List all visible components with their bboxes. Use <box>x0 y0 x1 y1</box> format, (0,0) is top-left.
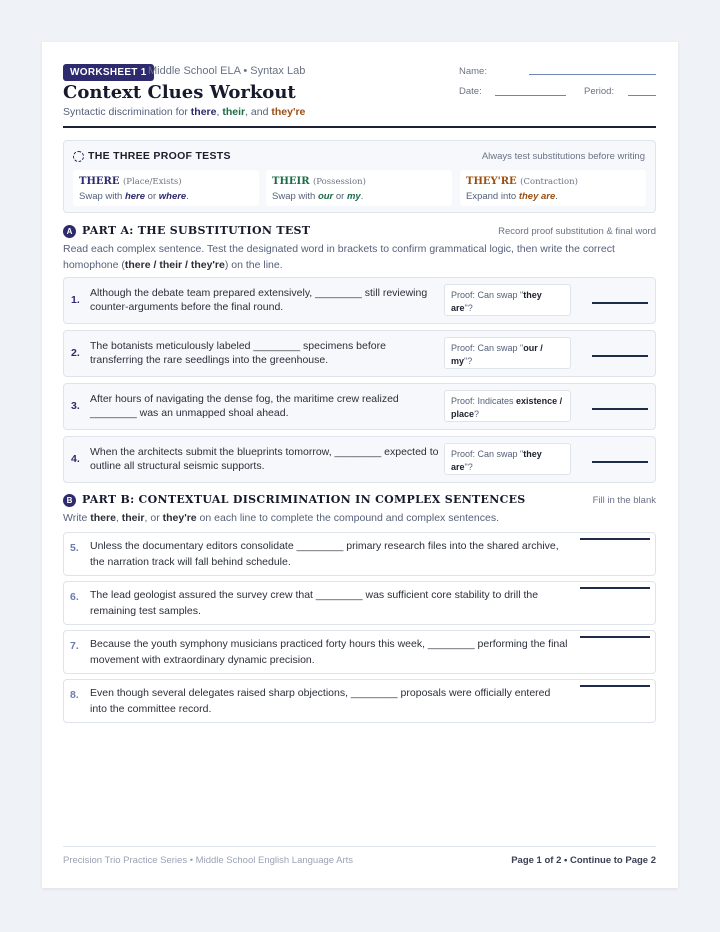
item-number: 7. <box>70 640 79 652</box>
proof-card-their: THEIR (Possession) Swap with our or my. <box>266 170 452 206</box>
item-text: When the architects submit the blueprints tomorrow, ________ expected to outline all structural seismic supports. <box>90 446 439 472</box>
answer-line[interactable] <box>580 636 650 638</box>
part-b-header <box>63 493 656 509</box>
item-text: The botanists meticulously labeled ________ specimens before transferring the rare seedlings into the greenhouse. <box>90 340 386 366</box>
proof-hint: Proof: Can swap "our / my"? <box>444 337 571 369</box>
part-a-item <box>63 277 656 324</box>
proof-hint: Proof: Can swap "they are"? <box>444 443 571 475</box>
part-b-title: PART B: CONTEXTUAL DISCRIMINATION IN COMPLEX SENTENCES <box>82 493 526 506</box>
part-a-item <box>63 383 656 430</box>
footer-divider <box>63 846 656 847</box>
name-label: Name: <box>459 66 487 77</box>
item-number: 8. <box>70 689 79 701</box>
item-number: 5. <box>70 542 79 554</box>
part-a-badge: A <box>63 225 76 238</box>
item-text: Even though several delegates raised sharp objections, ________ proposals were officially entered into the committee record. <box>90 687 551 715</box>
answer-line[interactable] <box>592 355 648 357</box>
page-subtitle: Syntactic discrimination for there, their, and they're <box>63 106 306 118</box>
proof-hint: Proof: Indicates existence / place? <box>444 390 571 422</box>
header-divider <box>63 126 656 128</box>
period-field[interactable] <box>628 95 656 96</box>
part-b-instructions: Write there, their, or they're on each line to complete the compound and complex sentences. <box>63 512 499 524</box>
part-b-item <box>63 679 656 723</box>
part-a-instructions: Read each complex sentence. Test the designated word in brackets to confirm grammatical logic, then write the correct homophone (there / their / they're) on the line. <box>63 243 615 271</box>
target-icon <box>73 151 84 162</box>
footer-series: Precision Trio Practice Series • Middle School English Language Arts <box>63 855 354 866</box>
date-field[interactable] <box>495 95 566 96</box>
item-number: 3. <box>71 400 80 412</box>
item-number: 6. <box>70 591 79 603</box>
period-label: Period: <box>584 86 615 97</box>
part-a-title: PART A: THE SUBSTITUTION TEST <box>82 224 311 237</box>
proof-tests-note: Always test substitutions before writing <box>481 151 645 162</box>
part-b-item <box>63 581 656 625</box>
worksheet-badge: WORKSHEET 1 <box>63 64 154 81</box>
item-number: 1. <box>71 294 80 306</box>
page-title: Context Clues Workout <box>63 82 296 103</box>
answer-line[interactable] <box>592 302 648 304</box>
name-field[interactable] <box>529 74 656 75</box>
part-b-item <box>63 630 656 674</box>
item-number: 4. <box>71 453 80 465</box>
part-a-item <box>63 436 656 483</box>
proof-card-theyre: THEY'RE (Contraction) Expand into they are. <box>460 170 646 206</box>
item-text: The lead geologist assured the survey crew that ________ was sufficient core stability to drill the remaining test samples. <box>90 589 539 617</box>
part-a-note: Record proof substitution & final word <box>498 226 656 237</box>
part-a-item <box>63 330 656 377</box>
item-text: After hours of navigating the dense fog, the maritime crew realized ________ was an unmapped shoal ahead. <box>90 393 399 419</box>
proof-tests-box <box>63 140 656 213</box>
item-text: Unless the documentary editors consolidate ________ primary research files into the shared archive, the narration track will fall behind schedule. <box>90 540 559 568</box>
item-text: Because the youth symphony musicians practiced forty hours this week, ________ performing the final movement with extraordinary dynamic precision. <box>90 638 568 666</box>
answer-line[interactable] <box>592 408 648 410</box>
proof-card-there: THERE (Place/Exists) Swap with here or where. <box>73 170 259 206</box>
item-text: Although the debate team prepared extensively, ________ still reviewing counter-arguments before the final round. <box>90 287 428 313</box>
date-label: Date: <box>459 86 482 97</box>
part-a-header <box>63 224 656 240</box>
part-b-item <box>63 532 656 576</box>
footer-pagination: Page 1 of 2 • Continue to Page 2 <box>511 855 656 866</box>
answer-line[interactable] <box>580 587 650 589</box>
part-b-badge: B <box>63 494 76 507</box>
part-b-note: Fill in the blank <box>592 495 656 506</box>
answer-line[interactable] <box>580 685 650 687</box>
proof-hint: Proof: Can swap "they are"? <box>444 284 571 316</box>
answer-line[interactable] <box>580 538 650 540</box>
answer-line[interactable] <box>592 461 648 463</box>
course-label: Middle School ELA • Syntax Lab <box>148 65 306 77</box>
proof-tests-heading: THE THREE PROOF TESTS <box>88 150 231 162</box>
worksheet-page <box>42 42 678 888</box>
item-number: 2. <box>71 347 80 359</box>
